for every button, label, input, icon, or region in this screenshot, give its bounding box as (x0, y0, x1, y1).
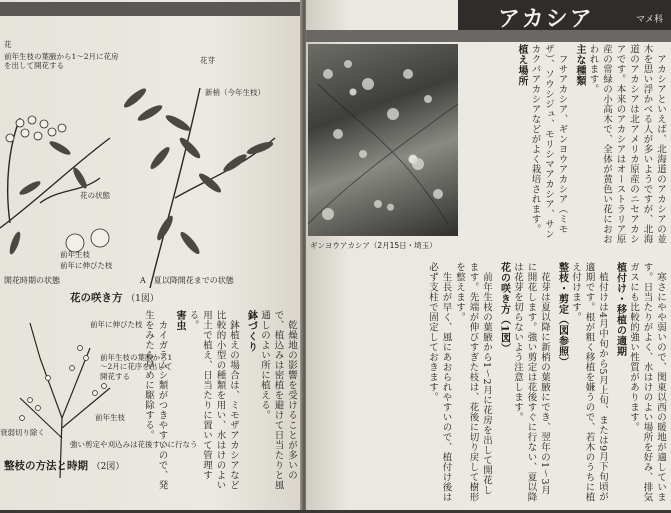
left-body-text (143, 310, 298, 490)
paragraph: 花芽は夏以降に新梢の葉腋にでき、翌年の1～3月に開花します。強い剪定は花後すぐに行ない、夏以降は花芽を切らないよう注意します。 (512, 262, 550, 502)
figure2-caption (4, 458, 124, 473)
label-prev-year: 前年生枝 (60, 250, 90, 259)
plant-family: マメ科 (635, 15, 663, 25)
acacia-photo (308, 44, 458, 236)
label-flower-state: 花の状態 (80, 191, 110, 200)
right-page (306, 0, 671, 510)
paragraph: フサアカシア、ギンヨウアカシア（ミモザ）、ソウシジュ、モリシマアカシア、サンカクバアカシアなどがよく栽培されます。 (529, 44, 568, 240)
figure-caption (70, 290, 159, 305)
section-heading: 主な種類 (574, 44, 585, 86)
subcaption-right: A 夏以降開花までの状態 (140, 276, 234, 285)
plant-title: アカシア (498, 7, 594, 32)
caption-number: （1図） (126, 294, 159, 304)
label-flower: 花 (4, 40, 12, 49)
label-prev-year-2: 前年生枝 (95, 413, 125, 422)
label-bud-note-2: 前年生枝の葉腋から1～2月に花序を出して開花する (100, 353, 173, 381)
paragraph: 乾燥地の影響を受けることが多いので、植込みは密植を避けて日当たりと風通しのよい所に植える。 (259, 310, 297, 490)
right-body-text-top (461, 44, 667, 244)
label-strong-prune: 強い剪定や刈込みは花後すぐに行なう (70, 440, 198, 449)
header-band (0, 2, 303, 16)
plant-title-box (458, 0, 671, 30)
label-bud-note: 前年生枝の葉腋から1～2月に花房を出して開花する (4, 52, 119, 71)
paragraph: 寒さにやや弱いので、関東以西の暖地が適しています。日当たりがよく、水はけのよい場所を好み、排気ガスにも比較的強い性質があります。 (628, 262, 666, 502)
caption-title: 花の咲き方 (70, 292, 123, 304)
paragraph: 前年生枝の葉腋から1～2月に花房を出して開花します。先端が伸びすぎた枝は、花後に切り戻して樹形を整えます。 (454, 262, 492, 502)
section-heading: 鉢づくり (245, 310, 257, 352)
header-band (306, 30, 671, 42)
subcaption-left: 開花時期の状態 (4, 276, 60, 285)
label-prev-grown: 前年に伸びた枝 (60, 261, 113, 270)
label-cut: 衰弱切り除く (0, 428, 45, 437)
paragraph: 生長が早く、風にあおられやすいので、植付け後は必ず支柱で固定しておきます。 (427, 262, 452, 502)
photo-caption: ギンヨウアカシア（2月15日・埼玉） (310, 241, 437, 250)
paragraph: 植付けは4月中旬から5月上旬、または9月下旬頃が適期です。根が粗く移植を嫌うので、若木のうちに植え付けます。 (570, 262, 608, 502)
section-heading: 植付け・移植の適期 (614, 262, 626, 357)
label-prev-grown-2: 前年に伸びた枝 (90, 320, 143, 329)
label-new-shoot: 新梢（今年生枝） (205, 88, 265, 97)
paragraph: アカシアといえば、北海道のアカシアの並木を思い浮かべる人が多いようですが、北海道のアカシアは北アメリカ原産のニセアカシアです。本来のアカシアはオーストラリア原産の常緑の小高木で、全体が黄色い花におおわれます。 (587, 44, 666, 244)
photo-texture (308, 44, 458, 236)
figure-flowering (0, 28, 295, 304)
section-heading: 害虫 (174, 310, 185, 331)
caption2-number: （2図） (91, 462, 125, 472)
label-bud: 花芽 (200, 56, 215, 65)
caption2-title: 整枝の方法と時期 (4, 460, 88, 472)
paragraph: カイガラムシ類がつきやすいので、発生をみたら早めに駆除する。 (143, 310, 168, 490)
paragraph: 鉢植えの場合は、ミモザアカシアなど比較的小型の種類を用い、水はけのよい用土で植え、日当たりに置いて管理する。 (187, 310, 239, 490)
section-heading: 植え場所 (516, 44, 527, 86)
section-heading: 花の咲き方（1図） (498, 262, 510, 354)
section-heading: 整枝・剪定（図参照） (556, 262, 568, 367)
left-page (0, 0, 303, 510)
right-body-text-bottom (310, 262, 667, 502)
